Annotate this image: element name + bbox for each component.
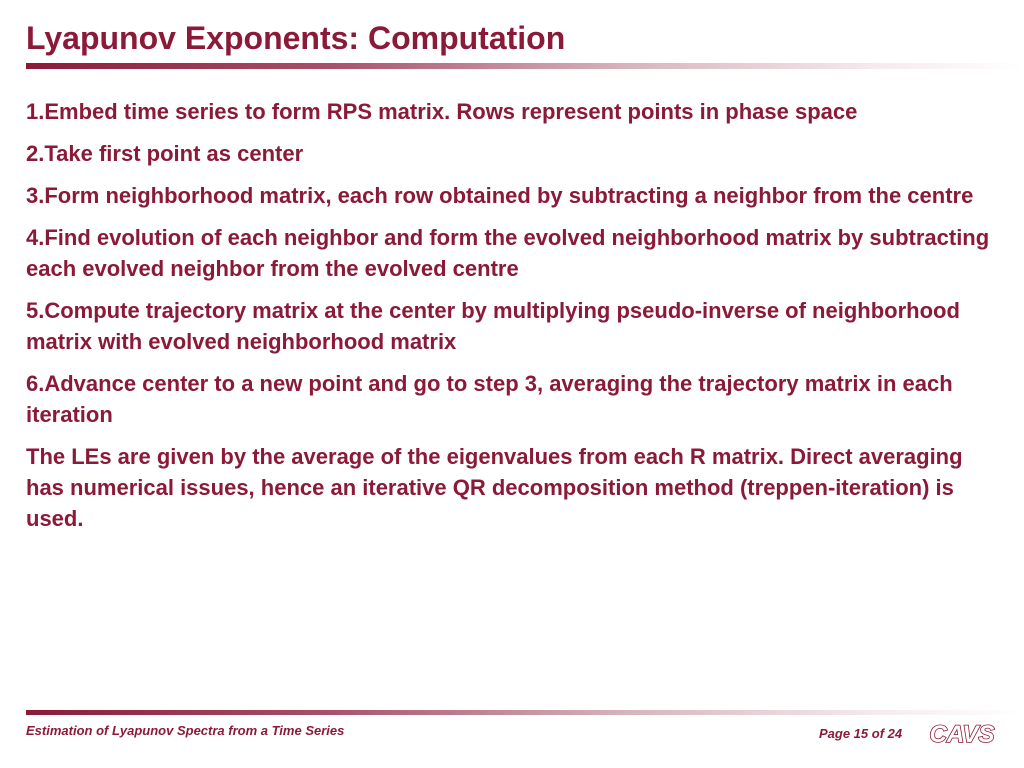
- slide-body: [26, 96, 1006, 545]
- step-2-text: 2.Take first point as center: [26, 141, 304, 166]
- step-1-text: 1.Embed time series to form RPS matrix. Rows represent points in phase space: [26, 99, 858, 124]
- footer-presentation-title: Estimation of Lyapunov Spectra from a Time Series: [26, 723, 345, 738]
- cavs-logo: [924, 719, 1000, 749]
- logo-text: CAVS: [929, 721, 995, 748]
- page-number: Page 15 of 24: [819, 726, 903, 741]
- summary-text: The LEs are given by the average of the eigenvalues from each R matrix. Direct averaging has numerical issues, hence an iterative QR decomposition method (treppen-iteration) is used.: [26, 444, 963, 531]
- step-4-text: 4.Find evolution of each neighbor and form the evolved neighborhood matrix by subtracting each evolved neighbor from the evolved centre: [26, 225, 990, 281]
- step-5-text: 5.Compute trajectory matrix at the center by multiplying pseudo-inverse of neighborhood matrix with evolved neighborhood matrix: [26, 298, 960, 354]
- title-underline: [26, 63, 1024, 69]
- footer-rule: [26, 710, 1024, 715]
- step-6-text: 6.Advance center to a new point and go to step 3, averaging the trajectory matrix in each iteration: [26, 371, 953, 427]
- step-3-text: 3.Form neighborhood matrix, each row obtained by subtracting a neighbor from the centre: [26, 183, 974, 208]
- slide-title: Lyapunov Exponents: Computation: [26, 20, 566, 56]
